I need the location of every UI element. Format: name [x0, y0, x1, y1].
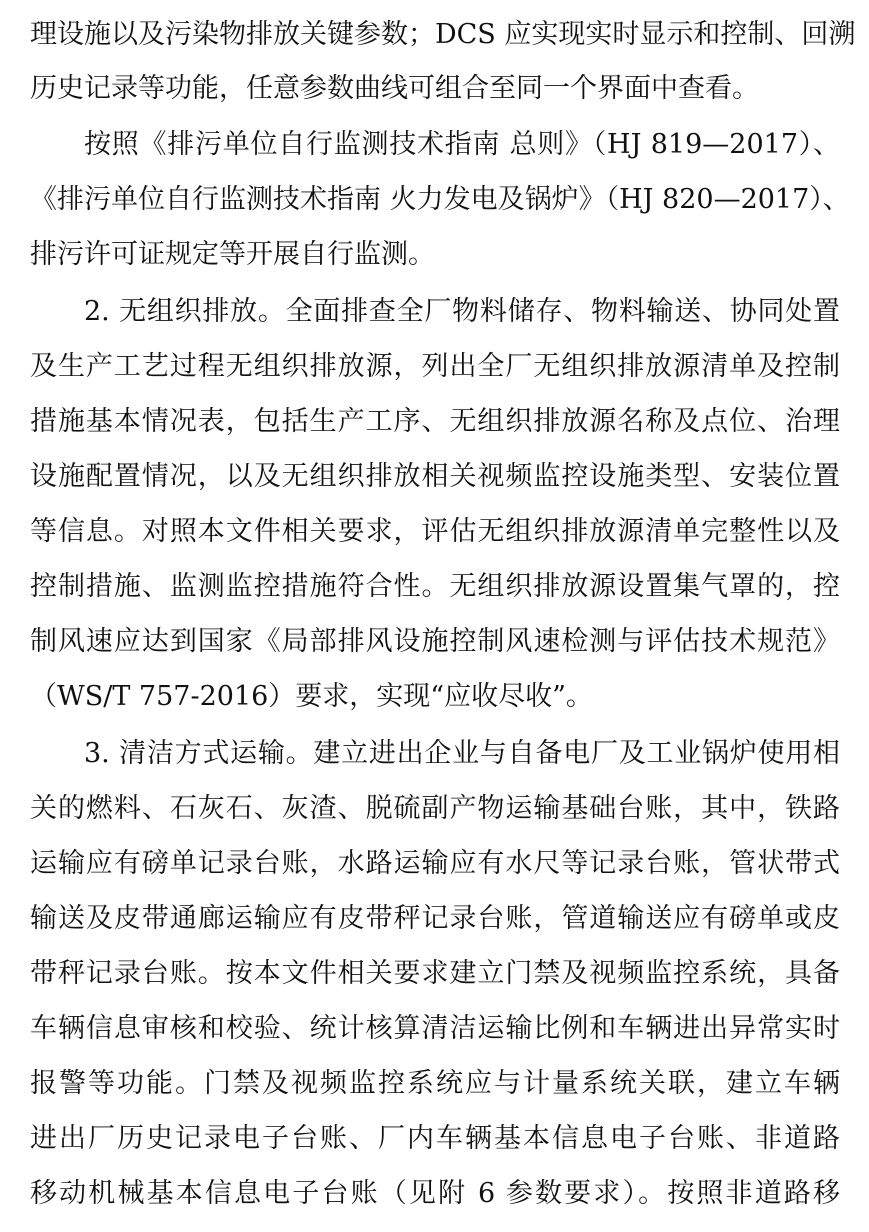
text-line: 控制措施、监测监控措施符合性。无组织排放源设置集气罩的，控: [30, 571, 840, 602]
text-line: 设施配置情况，以及无组织排放相关视频监控设施类型、安装位置: [30, 461, 840, 492]
text-line: 措施基本情况表，包括生产工序、无组织排放源名称及点位、治理: [30, 406, 840, 437]
text-line: 关的燃料、石灰石、灰渣、脱硫副产物运输基础台账，其中，铁路: [30, 793, 840, 824]
text-line: 及生产工艺过程无组织排放源，列出全厂无组织排放源清单及控制: [30, 351, 840, 382]
text-line: 运输应有磅单记录台账，水路运输应有水尺等记录台账，管状带式: [30, 848, 840, 879]
text-line: 移动机械基本信息电子台账（见附 6 参数要求）。按照非道路移: [30, 1178, 840, 1209]
text-line: 车辆信息审核和校验、统计核算清洁运输比例和车辆进出异常实时: [30, 1013, 840, 1044]
paragraph-start-line: 按照《排污单位自行监测技术指南 总则》（HJ 819—2017）、: [84, 129, 841, 160]
text-line: 理设施以及污染物排放关键参数；DCS 应实现实时显示和控制、回溯: [30, 19, 856, 50]
paragraph-start-line: 3. 清洁方式运输。建立进出企业与自备电厂及工业锅炉使用相: [84, 738, 840, 769]
text-line: 输送及皮带通廊运输应有皮带秤记录台账，管道输送应有磅单或皮: [30, 903, 840, 934]
text-line: 等信息。对照本文件相关要求，评估无组织排放源清单完整性以及: [30, 516, 840, 547]
text-line: （WS/T 757-2016）要求，实现“应收尽收”。: [30, 681, 593, 712]
text-line: 报警等功能。门禁及视频监控系统应与计量系统关联，建立车辆: [30, 1068, 840, 1099]
text-line: 进出厂历史记录电子台账、厂内车辆基本信息电子台账、非道路: [30, 1123, 840, 1154]
text-line: 带秤记录台账。按本文件相关要求建立门禁及视频监控系统，具备: [30, 958, 840, 989]
text-line: 《排污单位自行监测技术指南 火力发电及锅炉》（HJ 820—2017）、: [30, 184, 850, 215]
paragraph-start-line: 2. 无组织排放。全面排查全厂物料储存、物料输送、协同处置: [84, 296, 840, 327]
text-line: 历史记录等功能，任意参数曲线可组合至同一个界面中查看。: [30, 73, 759, 104]
text-line: 制风速应达到国家《局部排风设施控制风速检测与评估技术规范》: [30, 626, 840, 657]
text-line: 排污许可证规定等开展自行监测。: [30, 239, 435, 270]
